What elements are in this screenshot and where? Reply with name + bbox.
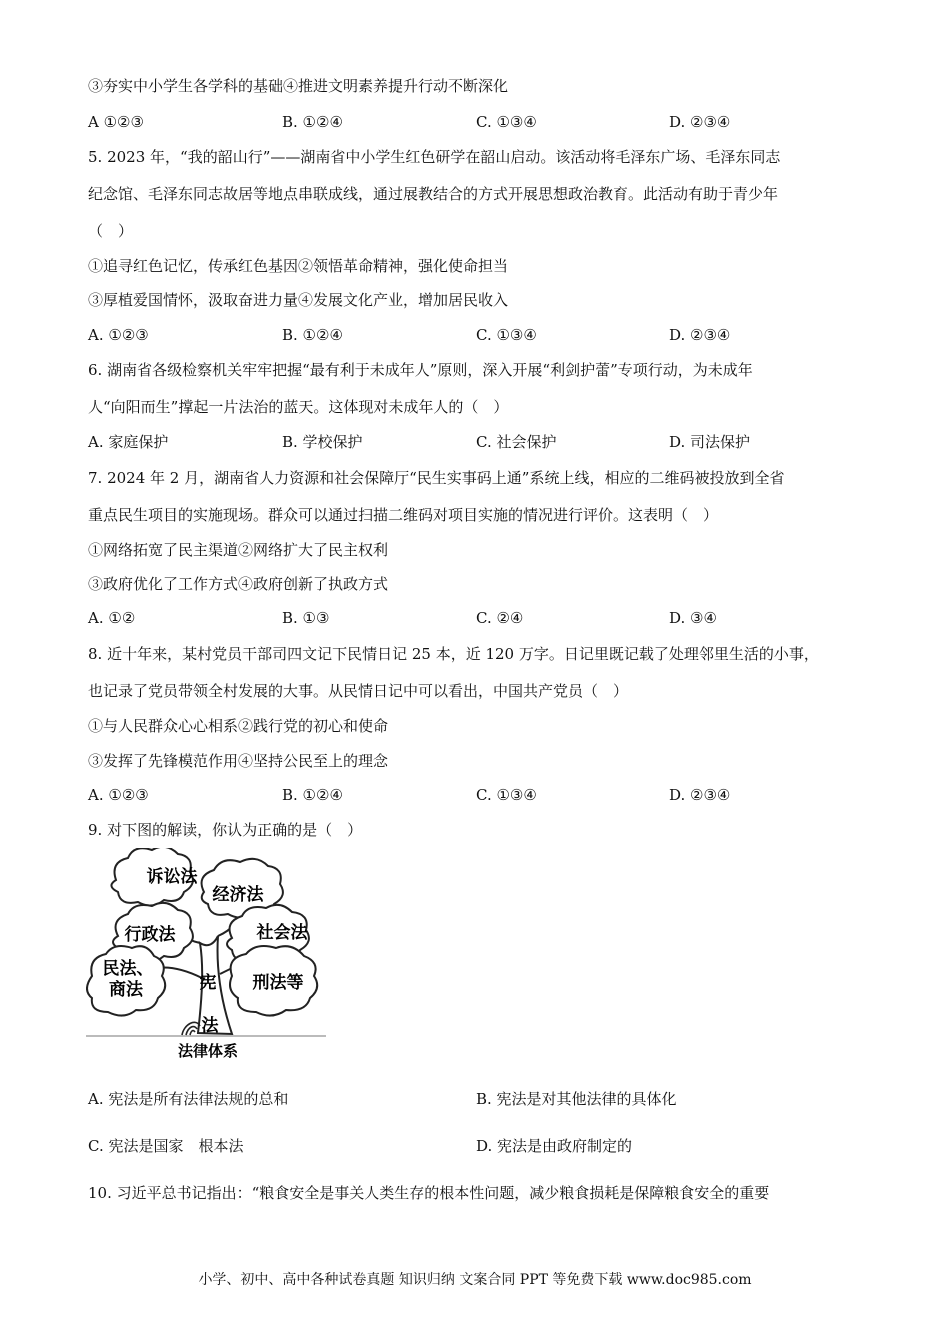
leaf-label: 民法、 — [102, 959, 154, 979]
leaf-label: 刑法等 — [252, 973, 304, 993]
option-a: A. ①②③ — [88, 786, 149, 804]
statement-line: ③政府优化了工作方式④政府创新了执政方式 — [88, 575, 389, 593]
law-system-tree-figure — [86, 848, 328, 1064]
option-d: D. ③④ — [669, 609, 717, 627]
question-7-line: 7. 2024 年 2 月，湖南省人力资源和社会保障厅“民生实事码上通”系统上线，相应的二维码被投放到全省 — [88, 469, 785, 487]
option-b: B. 宪法是对其他法律的具体化 — [476, 1090, 677, 1108]
option-d: D. ②③④ — [669, 326, 731, 344]
option-b: B. ①③ — [282, 609, 330, 627]
question-6-line: 人“向阳而生”撑起一片法治的蓝天。这体现对未成年人的（ ） — [88, 398, 509, 416]
option-d: D. 司法保护 — [669, 433, 751, 451]
option-c: C. 社会保护 — [476, 433, 557, 451]
question-5-line: 纪念馆、毛泽东同志故居等地点串联成线，通过展教结合的方式开展思想政治教育。此活动有助于青少年 — [88, 185, 779, 203]
option-c: C. ①③④ — [476, 113, 537, 131]
statement-line: ①追寻红色记忆，传承红色基因②领悟革命精神，强化使命担当 — [88, 257, 509, 275]
question-7-line: 重点民生项目的实施现场。群众可以通过扫描二维码对项目实施的情况进行评价。这表明（ ） — [88, 506, 719, 524]
statement-line: ①与人民群众心心相系②践行党的初心和使命 — [88, 717, 389, 735]
option-a: A. 宪法是所有法律法规的总和 — [88, 1090, 289, 1108]
question-5-blank: （ ） — [88, 222, 134, 240]
trunk-label-top: 宪 — [199, 973, 217, 993]
question-5-line: 5. 2023 年，“我的韶山行”——湖南省中小学生红色研学在韶山启动。该活动将毛泽东广场、毛泽东同志 — [88, 148, 781, 166]
question-8-line: 也记录了党员带领全村发展的大事。从民情日记中可以看出，中国共产党员（ ） — [88, 682, 629, 700]
figure-caption: 法律体系 — [177, 1042, 239, 1060]
option-a: A ①②③ — [88, 113, 144, 131]
statement-line: ①网络拓宽了民主渠道②网络扩大了民主权利 — [88, 541, 389, 559]
statement-line: ③夯实中小学生各学科的基础④推进文明素养提升行动不断深化 — [88, 77, 509, 95]
leaf-label: 经济法 — [212, 885, 264, 905]
leaf-label: 商法 — [109, 980, 143, 1000]
leaf-label: 社会法 — [256, 923, 308, 943]
leaf-label: 诉讼法 — [146, 867, 198, 887]
option-d: D. ②③④ — [669, 113, 731, 131]
option-c: C. 宪法是国家 根本法 — [88, 1137, 244, 1155]
statement-line: ③厚植爱国情怀，汲取奋进力量④发展文化产业，增加居民收入 — [88, 291, 509, 309]
question-9-line: 9. 对下图的解读，你认为正确的是（ ） — [88, 821, 363, 839]
leaf-label: 行政法 — [124, 925, 176, 945]
page-footer: 小学、初中、高中各种试卷真题 知识归纳 文案合同 PPT 等免费下载 www.doc985.com — [198, 1272, 752, 1288]
question-8-line: 8. 近十年来，某村党员干部司四文记下民情日记 25 本，近 120 万字。日记里既记载了处理邻里生活的小事， — [88, 645, 819, 663]
trunk-label-bottom: 法 — [201, 1016, 219, 1036]
option-c: C. ①③④ — [476, 786, 537, 804]
option-b: B. ①②④ — [282, 786, 343, 804]
option-a: A. 家庭保护 — [88, 433, 169, 451]
question-10-line: 10. 习近平总书记指出：“粮食安全是事关人类生存的根本性问题，减少粮食损耗是保障粮食安全的重要 — [88, 1184, 770, 1202]
option-c: C. ①③④ — [476, 326, 537, 344]
option-a: A. ①② — [88, 609, 136, 627]
option-b: B. 学校保护 — [282, 433, 363, 451]
option-a: A. ①②③ — [88, 326, 149, 344]
option-d: D. 宪法是由政府制定的 — [476, 1137, 633, 1155]
option-c: C. ②④ — [476, 609, 524, 627]
question-6-line: 6. 湖南省各级检察机关牢牢把握“最有利于未成年人”原则，深入开展“利剑护蕾”专项行动，为未成年 — [88, 361, 753, 379]
statement-line: ③发挥了先锋模范作用④坚持公民至上的理念 — [88, 752, 389, 770]
option-b: B. ①②④ — [282, 113, 343, 131]
option-b: B. ①②④ — [282, 326, 343, 344]
option-d: D. ②③④ — [669, 786, 731, 804]
